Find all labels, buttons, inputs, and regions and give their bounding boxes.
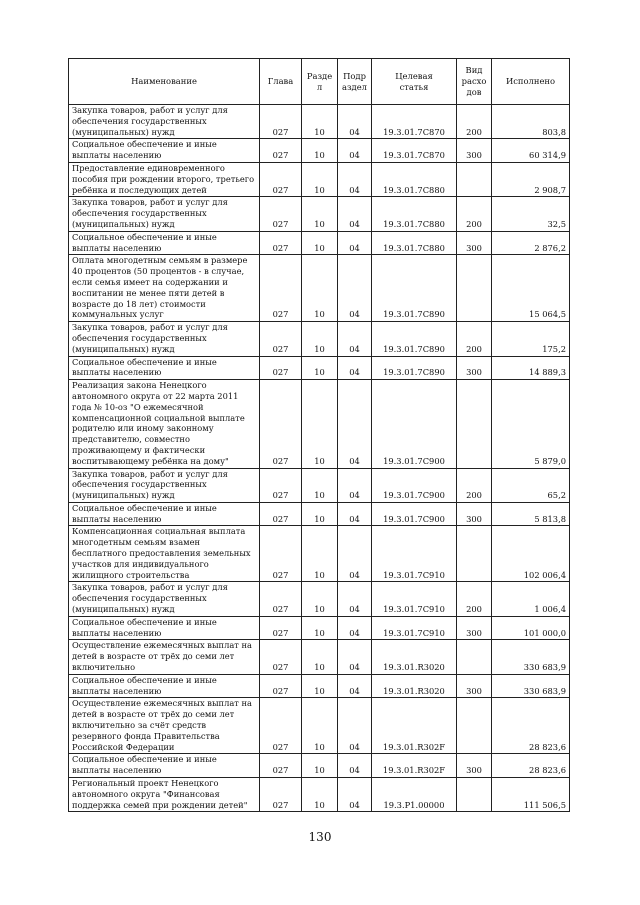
row-section: 10 bbox=[302, 231, 338, 255]
header-chapter: Глава bbox=[260, 59, 302, 105]
row-section: 10 bbox=[302, 674, 338, 698]
row-chapter: 027 bbox=[260, 468, 302, 502]
row-expense-type: 200 bbox=[457, 582, 492, 616]
row-subsection: 04 bbox=[338, 356, 372, 380]
header-executed: Исполнено bbox=[492, 59, 570, 105]
row-chapter: 027 bbox=[260, 105, 302, 139]
row-section: 10 bbox=[302, 162, 338, 196]
row-name: Социальное обеспечение и иные выплаты населению bbox=[69, 674, 260, 698]
row-expense-type: 200 bbox=[457, 105, 492, 139]
row-target: 19.3.01.7С880 bbox=[372, 197, 457, 231]
row-chapter: 027 bbox=[260, 380, 302, 468]
row-target: 19.3.01.7С910 bbox=[372, 582, 457, 616]
row-target: 19.3.01.R302F bbox=[372, 754, 457, 778]
row-subsection: 04 bbox=[338, 139, 372, 163]
row-expense-type: 300 bbox=[457, 356, 492, 380]
table-row bbox=[69, 255, 570, 322]
row-target: 19.3.01.7С890 bbox=[372, 356, 457, 380]
row-executed: 32,5 bbox=[492, 197, 570, 231]
row-name: Закупка товаров, работ и услуг для обеспечения государственных (муниципальных) нужд bbox=[69, 197, 260, 231]
row-chapter: 027 bbox=[260, 197, 302, 231]
row-section: 10 bbox=[302, 468, 338, 502]
row-expense-type: 200 bbox=[457, 322, 492, 356]
row-chapter: 027 bbox=[260, 322, 302, 356]
row-name: Предоставление единовременного пособия при рождении второго, третьего ребёнка и последующих детей bbox=[69, 162, 260, 196]
row-target: 19.3.01.7С870 bbox=[372, 139, 457, 163]
row-chapter: 027 bbox=[260, 778, 302, 812]
row-subsection: 04 bbox=[338, 197, 372, 231]
row-section: 10 bbox=[302, 778, 338, 812]
row-name: Социальное обеспечение и иные выплаты населению bbox=[69, 616, 260, 640]
page-number: 130 bbox=[308, 830, 332, 844]
table-row bbox=[69, 231, 570, 255]
row-expense-type: 300 bbox=[457, 231, 492, 255]
table-row bbox=[69, 162, 570, 196]
row-subsection: 04 bbox=[338, 105, 372, 139]
row-chapter: 027 bbox=[260, 139, 302, 163]
row-name: Социальное обеспечение и иные выплаты населению bbox=[69, 502, 260, 526]
row-executed: 15 064,5 bbox=[492, 255, 570, 322]
row-executed: 175,2 bbox=[492, 322, 570, 356]
row-expense-type: 200 bbox=[457, 468, 492, 502]
row-target: 19.3.01.7С890 bbox=[372, 322, 457, 356]
row-section: 10 bbox=[302, 616, 338, 640]
row-section: 10 bbox=[302, 255, 338, 322]
row-name: Компенсационная социальная выплата многодетным семьям взамен бесплатного предоставления земельных участков для индивидуального жилищного строительства bbox=[69, 526, 260, 582]
row-section: 10 bbox=[302, 105, 338, 139]
row-executed: 803,8 bbox=[492, 105, 570, 139]
row-subsection: 04 bbox=[338, 162, 372, 196]
row-expense-type bbox=[457, 640, 492, 674]
row-section: 10 bbox=[302, 754, 338, 778]
row-subsection: 04 bbox=[338, 468, 372, 502]
row-target: 19.3.01.R3020 bbox=[372, 640, 457, 674]
row-executed: 65,2 bbox=[492, 468, 570, 502]
row-name: Социальное обеспечение и иные выплаты населению bbox=[69, 231, 260, 255]
header-expense-type: Вид расхо дов bbox=[457, 59, 492, 105]
row-subsection: 04 bbox=[338, 255, 372, 322]
table-row bbox=[69, 778, 570, 812]
row-section: 10 bbox=[302, 139, 338, 163]
row-target: 19.3.01.7С910 bbox=[372, 616, 457, 640]
table-row bbox=[69, 139, 570, 163]
row-target: 19.3.01.7С900 bbox=[372, 468, 457, 502]
row-executed: 330 683,9 bbox=[492, 674, 570, 698]
row-name: Закупка товаров, работ и услуг для обеспечения государственных (муниципальных) нужд bbox=[69, 468, 260, 502]
row-subsection: 04 bbox=[338, 698, 372, 754]
row-chapter: 027 bbox=[260, 698, 302, 754]
table-row bbox=[69, 754, 570, 778]
table-row bbox=[69, 582, 570, 616]
row-section: 10 bbox=[302, 197, 338, 231]
budget-document bbox=[68, 58, 569, 812]
row-expense-type: 300 bbox=[457, 616, 492, 640]
row-target: 19.3.01.7С910 bbox=[372, 526, 457, 582]
row-expense-type bbox=[457, 380, 492, 468]
row-expense-type: 300 bbox=[457, 502, 492, 526]
row-name: Социальное обеспечение и иные выплаты населению bbox=[69, 139, 260, 163]
row-chapter: 027 bbox=[260, 754, 302, 778]
table-row bbox=[69, 502, 570, 526]
row-executed: 102 006,4 bbox=[492, 526, 570, 582]
row-name: Региональный проект Ненецкого автономного округа "Финансовая поддержка семей при рождении детей" bbox=[69, 778, 260, 812]
budget-table bbox=[68, 58, 570, 812]
row-target: 19.3.01.7С890 bbox=[372, 255, 457, 322]
row-subsection: 04 bbox=[338, 616, 372, 640]
header-section: Разде л bbox=[302, 59, 338, 105]
row-chapter: 027 bbox=[260, 356, 302, 380]
row-target: 19.3.01.7С900 bbox=[372, 380, 457, 468]
row-section: 10 bbox=[302, 502, 338, 526]
header-name: Наименование bbox=[69, 59, 260, 105]
row-expense-type: 300 bbox=[457, 754, 492, 778]
row-section: 10 bbox=[302, 526, 338, 582]
row-expense-type bbox=[457, 162, 492, 196]
row-subsection: 04 bbox=[338, 754, 372, 778]
row-subsection: 04 bbox=[338, 322, 372, 356]
row-name: Социальное обеспечение и иные выплаты населению bbox=[69, 754, 260, 778]
row-target: 19.3.01.R3020 bbox=[372, 674, 457, 698]
row-expense-type: 300 bbox=[457, 139, 492, 163]
row-name: Закупка товаров, работ и услуг для обеспечения государственных (муниципальных) нужд bbox=[69, 105, 260, 139]
table-row bbox=[69, 698, 570, 754]
row-section: 10 bbox=[302, 698, 338, 754]
row-executed: 111 506,5 bbox=[492, 778, 570, 812]
row-executed: 28 823,6 bbox=[492, 754, 570, 778]
row-chapter: 027 bbox=[260, 231, 302, 255]
row-target: 19.3.01.7С900 bbox=[372, 502, 457, 526]
row-executed: 2 908,7 bbox=[492, 162, 570, 196]
table-row bbox=[69, 468, 570, 502]
row-target: 19.3.01.7С880 bbox=[372, 162, 457, 196]
row-section: 10 bbox=[302, 582, 338, 616]
table-row bbox=[69, 197, 570, 231]
row-subsection: 04 bbox=[338, 674, 372, 698]
table-row bbox=[69, 356, 570, 380]
row-chapter: 027 bbox=[260, 526, 302, 582]
row-chapter: 027 bbox=[260, 616, 302, 640]
row-expense-type: 300 bbox=[457, 674, 492, 698]
row-expense-type bbox=[457, 698, 492, 754]
row-chapter: 027 bbox=[260, 162, 302, 196]
table-row bbox=[69, 674, 570, 698]
row-chapter: 027 bbox=[260, 255, 302, 322]
row-target: 19.3.01.R302F bbox=[372, 698, 457, 754]
row-executed: 101 000,0 bbox=[492, 616, 570, 640]
table-row bbox=[69, 616, 570, 640]
row-executed: 1 006,4 bbox=[492, 582, 570, 616]
row-expense-type bbox=[457, 255, 492, 322]
header-target: Целевая статья bbox=[372, 59, 457, 105]
row-executed: 28 823,6 bbox=[492, 698, 570, 754]
row-executed: 5 879,0 bbox=[492, 380, 570, 468]
row-name: Закупка товаров, работ и услуг для обеспечения государственных (муниципальных) нужд bbox=[69, 582, 260, 616]
row-subsection: 04 bbox=[338, 640, 372, 674]
row-subsection: 04 bbox=[338, 778, 372, 812]
row-executed: 330 683,9 bbox=[492, 640, 570, 674]
table-row bbox=[69, 322, 570, 356]
row-executed: 14 889,3 bbox=[492, 356, 570, 380]
row-section: 10 bbox=[302, 640, 338, 674]
row-name: Социальное обеспечение и иные выплаты населению bbox=[69, 356, 260, 380]
row-subsection: 04 bbox=[338, 582, 372, 616]
row-subsection: 04 bbox=[338, 380, 372, 468]
row-name: Оплата многодетным семьям в размере 40 процентов (50 процентов - в случае, если семья имеет на содержании и воспитании не менее пяти детей в возрасте до 18 лет) стоимости коммунальных услуг bbox=[69, 255, 260, 322]
row-executed: 2 876,2 bbox=[492, 231, 570, 255]
row-target: 19.3.01.7С880 bbox=[372, 231, 457, 255]
row-executed: 5 813,8 bbox=[492, 502, 570, 526]
row-expense-type bbox=[457, 526, 492, 582]
row-name: Осуществление ежемесячных выплат на детей в возрасте от трёх до семи лет включительно bbox=[69, 640, 260, 674]
row-section: 10 bbox=[302, 380, 338, 468]
row-expense-type: 200 bbox=[457, 197, 492, 231]
row-chapter: 027 bbox=[260, 640, 302, 674]
row-executed: 60 314,9 bbox=[492, 139, 570, 163]
row-subsection: 04 bbox=[338, 231, 372, 255]
row-target: 19.3.P1.00000 bbox=[372, 778, 457, 812]
table-row bbox=[69, 380, 570, 468]
header-subsection: Подр аздел bbox=[338, 59, 372, 105]
table-body bbox=[69, 105, 570, 812]
row-expense-type bbox=[457, 778, 492, 812]
row-target: 19.3.01.7С870 bbox=[372, 105, 457, 139]
row-chapter: 027 bbox=[260, 674, 302, 698]
row-name: Реализация закона Ненецкого автономного округа от 22 марта 2011 года № 10-оз "О ежемесячной компенсационной социальной выплате родителю или иному законному представителю, совместно проживающему и фактически воспитывающему ребёнка на дому" bbox=[69, 380, 260, 468]
table-row bbox=[69, 105, 570, 139]
header-row bbox=[69, 59, 570, 105]
table-row bbox=[69, 526, 570, 582]
row-section: 10 bbox=[302, 356, 338, 380]
row-section: 10 bbox=[302, 322, 338, 356]
row-chapter: 027 bbox=[260, 582, 302, 616]
row-name: Закупка товаров, работ и услуг для обеспечения государственных (муниципальных) нужд bbox=[69, 322, 260, 356]
row-subsection: 04 bbox=[338, 502, 372, 526]
row-chapter: 027 bbox=[260, 502, 302, 526]
table-row bbox=[69, 640, 570, 674]
row-subsection: 04 bbox=[338, 526, 372, 582]
row-name: Осуществление ежемесячных выплат на детей в возрасте от трёх до семи лет включительно за счёт средств резервного фонда Правительства Российской Федерации bbox=[69, 698, 260, 754]
